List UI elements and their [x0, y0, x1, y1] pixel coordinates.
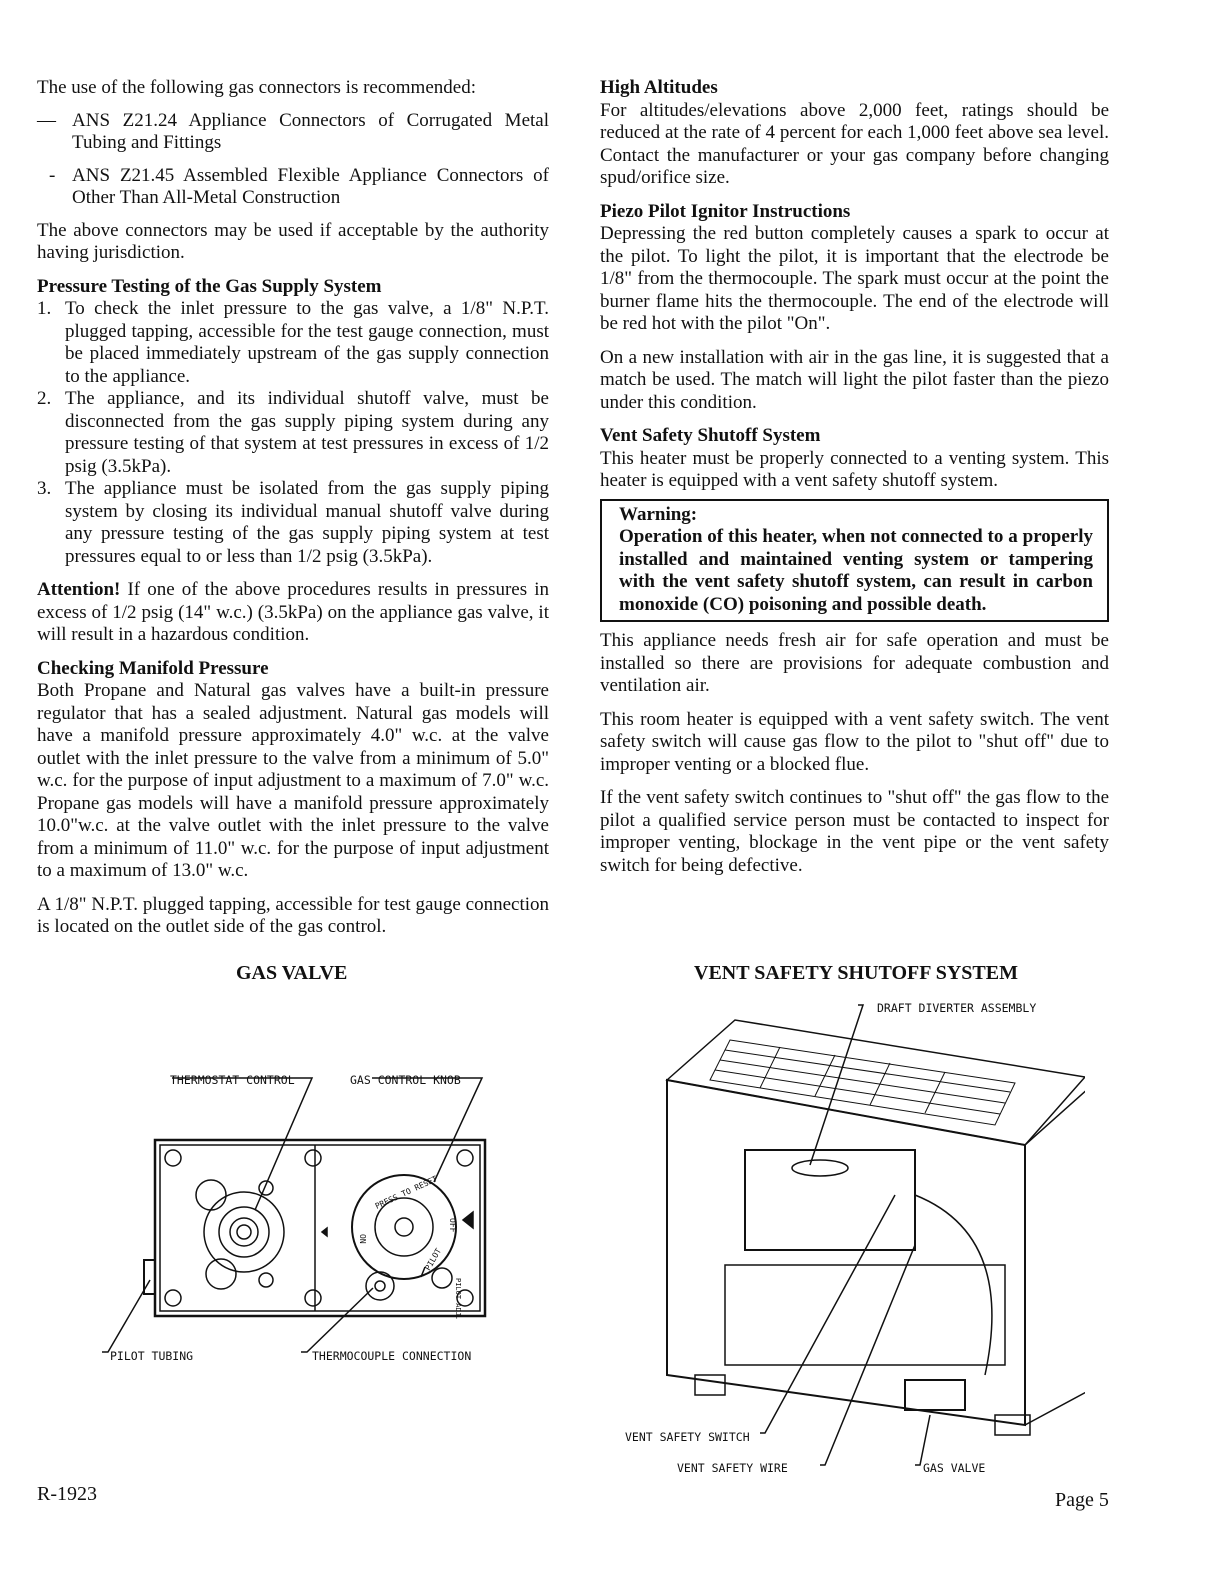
label-on: ON — [358, 1234, 367, 1244]
label-vent-safety-switch: VENT SAFETY SWITCH — [625, 1430, 750, 1444]
warning-box — [600, 499, 1109, 623]
vent-text: This heater must be properly connected to a venting system. This heater is equipped with a vent safety shutoff system. — [600, 447, 1109, 491]
label-pilot-tubing: PILOT TUBING — [110, 1349, 194, 1363]
attention-text: If one of the above procedures results in pressures in excess of 1/2 psig (14" w.c.) (3.5kPa) on the appliance gas valve, it will result in a hazardous condition. — [37, 579, 549, 645]
connectors-note: The above connectors may be used if acceptable by the authority having jurisdiction. — [37, 219, 549, 263]
step-item — [37, 298, 549, 388]
label-draft-diverter: DRAFT DIVERTER ASSEMBLY — [877, 1001, 1037, 1015]
step-item — [37, 478, 549, 568]
document-id: R-1923 — [37, 1483, 97, 1505]
attention-paragraph — [37, 579, 549, 647]
label-gas-control-knob: GAS CONTROL KNOB — [350, 1073, 461, 1087]
warning-title: Warning: — [619, 503, 698, 525]
label-pilot-adj: PILOT ADJ. — [454, 1278, 462, 1321]
draft-diverter-icon — [745, 1150, 915, 1250]
piezo-text-2: On a new installation with air in the gas line, it is suggested that a match be used. The match will light the pilot faster than the piezo under this condition. — [600, 346, 1109, 413]
step-number: 3. — [37, 478, 52, 499]
page-number: Page 5 — [1055, 1489, 1109, 1511]
gas-valve-title: GAS VALVE — [236, 962, 348, 984]
pressure-heading: Pressure Testing of the Gas Supply System — [37, 275, 382, 297]
connector-text: ANS Z21.45 Assembled Flexible Appliance Connectors of Other Than All-Metal Construction — [72, 164, 549, 208]
step-text: The appliance must be isolated from the gas supply piping system by closing its individual manual shutoff valve during any pressure testing of the gas supply piping system at test pressures equal to or less than 1/2 psig (3.5kPa). — [65, 478, 549, 567]
gas-valve-diagram — [80, 1060, 520, 1380]
connectors-intro: The use of the following gas connectors is recommended: — [37, 77, 476, 98]
label-thermostat-control: THERMOSTAT CONTROL — [170, 1073, 295, 1087]
label-gas-valve: GAS VALVE — [923, 1461, 986, 1475]
list-marker: - — [49, 164, 56, 186]
service-text: If the vent safety switch continues to "shut off" the gas flow to the pilot a qualified service person must be contacted to inspect for improper venting, blockage in the vent pipe or the vent safety switch for being defective. — [600, 787, 1109, 876]
altitude-heading: High Altitudes — [600, 77, 718, 98]
label-vent-safety-wire: VENT SAFETY WIRE — [677, 1461, 788, 1475]
attention-label: Attention! — [37, 579, 121, 600]
vent-diagram-title: VENT SAFETY SHUTOFF SYSTEM — [694, 962, 1018, 984]
step-number: 1. — [37, 298, 52, 319]
piezo-heading: Piezo Pilot Ignitor Instructions — [600, 200, 851, 222]
list-marker: — — [37, 109, 56, 131]
manifold-text: Both Propane and Natural gas valves have a built-in pressure regulator that has a sealed adjustment. Natural gas models will have a manifold pressure approximately 4.0" w.c. at the valve outlet with the inlet pressure to the valve from a minimum of 5.0" w.c. for the purpose of input adjustment to a maximum of 7.0" w.c. Propane gas models will have a manifold pressure approximately 10.0"w.c. at the valve outlet with the inlet pressure to the valve from a minimum of 11.0" w.c. for the purpose of input adjustment to a maximum of 13.0" w.c. — [37, 680, 549, 881]
switch-text: This room heater is equipped with a vent safety switch. The vent safety switch will cause gas flow to the pilot to "shut off" due to improper venting or a blocked flue. — [600, 708, 1109, 775]
label-off: OFF — [448, 1218, 457, 1233]
piezo-text: Depressing the red button completely causes a spark to occur at the pilot. To light the pilot, it is important that the electrode be 1/8" from the thermocouple. The spark must occur at the point the burner flame hits the thermocouple. The end of the electrode will be red hot with the pilot "On". — [600, 223, 1109, 334]
top-grille — [710, 1040, 1015, 1125]
connector-item — [37, 110, 549, 155]
step-number: 2. — [37, 388, 52, 409]
label-press-to-reset: PRESS TO RESET — [373, 1174, 439, 1211]
label-thermocouple-connection: THERMOCOUPLE CONNECTION — [312, 1349, 472, 1363]
thermostat-control-icon — [196, 1180, 284, 1289]
label-pilot: PILOT — [423, 1246, 444, 1273]
right-column — [600, 77, 1109, 888]
gas-valve-icon — [905, 1380, 965, 1410]
connector-text: ANS Z21.24 Appliance Connectors of Corrugated Metal Tubing and Fittings — [72, 109, 549, 153]
air-text: This appliance needs fresh air for safe operation and must be installed so there are provisions for adequate combustion and ventilation air. — [600, 630, 1109, 696]
step-item — [37, 388, 549, 478]
manifold-heading: Checking Manifold Pressure — [37, 657, 269, 679]
step-text: The appliance, and its individual shutoff valve, must be disconnected from the gas supply piping system during any pressure testing of that system at test pressures in excess of 1/2 psig (3.5kPa). — [65, 388, 549, 477]
left-column — [37, 77, 549, 950]
vent-heading: Vent Safety Shutoff System — [600, 425, 821, 446]
altitude-text: For altitudes/elevations above 2,000 feet, ratings should be reduced at the rate of 4 percent for each 1,000 feet above sea level. Contact the manufacturer or your gas company before changing spud/orifice size. — [600, 99, 1109, 188]
warning-text: Operation of this heater, when not connected to a properly installed and maintained venting system or tampering with the vent safety shutoff system, can result in carbon monoxide (CO) poisoning and possible death. — [619, 526, 1093, 615]
screw-icons — [165, 1150, 473, 1306]
tapping-text: A 1/8" N.P.T. plugged tapping, accessible for test gauge connection is located on the outlet side of the gas control. — [37, 893, 549, 937]
connector-item — [37, 165, 549, 210]
vent-safety-diagram — [615, 995, 1085, 1480]
step-text: To check the inlet pressure to the gas valve, a 1/8" N.P.T. plugged tapping, accessible for the test gauge connection, must be placed immediately upstream of the gas supply connection to the appliance. — [65, 298, 549, 387]
